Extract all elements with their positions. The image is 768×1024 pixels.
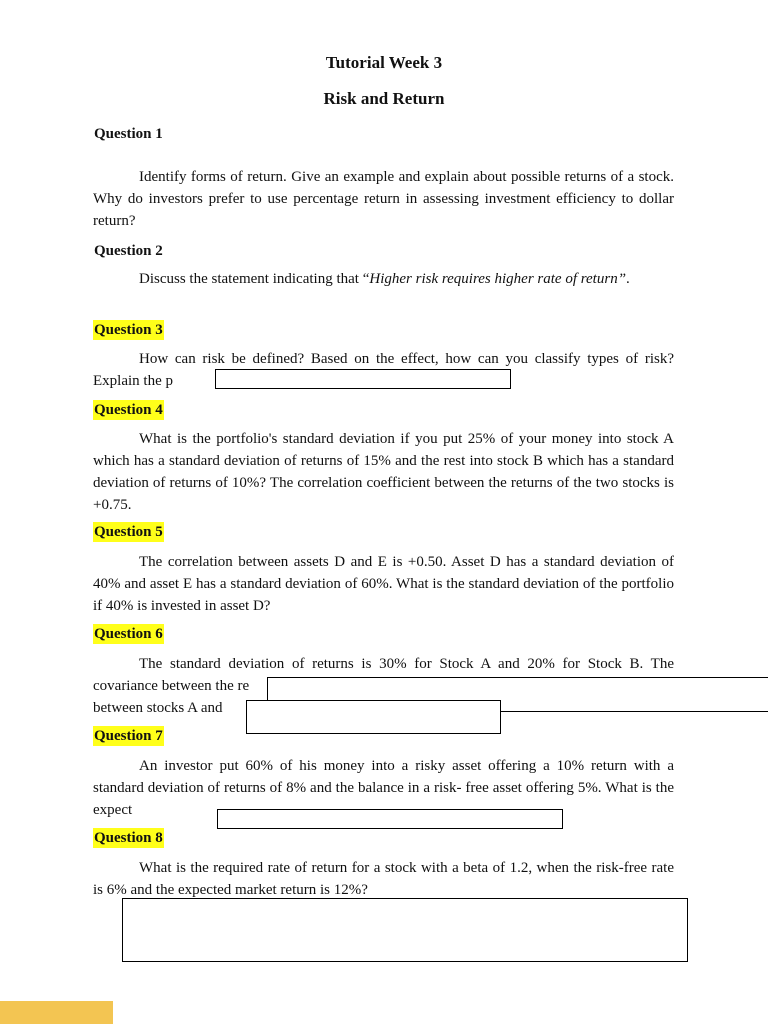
question-4-heading: Question 4 [94, 402, 163, 418]
document-subtitle: Risk and Return [323, 89, 445, 108]
question-7-heading: Question 7 [94, 728, 163, 744]
question-5-text: The correlation between assets D and E is +0.50. Asset D has a standard deviation of 40% and asset E has a standard deviation of 60%. What is the standard deviation of the portfolio if 40% is invested in asset D? [93, 554, 674, 614]
question-4-text: What is the portfolio's standard deviation if you put 25% of your money into stock A which has a standard deviation of returns of 15% and the rest into stock B which has a standard deviation of returns of 10%? The correlation coefficient between the returns of the two stocks is +0.75. [93, 431, 674, 513]
question-6-text: The standard deviation of returns is 30% for Stock A and 20% for Stock B. The covariance between the re [93, 656, 674, 694]
question-8-heading: Question 8 [94, 830, 163, 846]
question-8-text: What is the required rate of return for a stock with a beta of 1.2, when the risk-free rate is 6% and the expected market return is 12%? [93, 860, 674, 898]
document-title: Tutorial Week 3 [325, 53, 443, 72]
question-7-text: An investor put 60% of his money into a risky asset offering a 10% return with a standard deviation of returns of 8% and the balance in a risk- free asset offering 5%. What is the expect [93, 758, 674, 818]
redaction-box [246, 700, 501, 734]
question-2-heading: Question 2 [94, 243, 163, 259]
question-3-heading: Question 3 [94, 322, 163, 338]
question-2-quote: Higher risk requires higher rate of return” [369, 271, 627, 287]
question-1-heading: Question 1 [94, 126, 163, 142]
question-5-heading: Question 5 [94, 524, 163, 540]
question-1-text: Identify forms of return. Give an example and explain about possible returns of a stock. Why do investors prefer to use percentage return in assessing investment efficiency to dollar return? [93, 169, 674, 229]
question-6-text-line3: between stocks A and [93, 700, 223, 716]
redaction-box [215, 369, 511, 389]
question-3-text: How can risk be defined? Based on the effect, how can you classify types of risk? Explain the p [93, 351, 674, 389]
question-6-heading: Question 6 [94, 626, 163, 642]
footer-strip [0, 1001, 113, 1024]
redaction-box [217, 809, 563, 829]
redaction-box [122, 898, 688, 962]
question-2-text: Discuss the statement indicating that “Higher risk requires higher rate of return”. [139, 271, 630, 287]
